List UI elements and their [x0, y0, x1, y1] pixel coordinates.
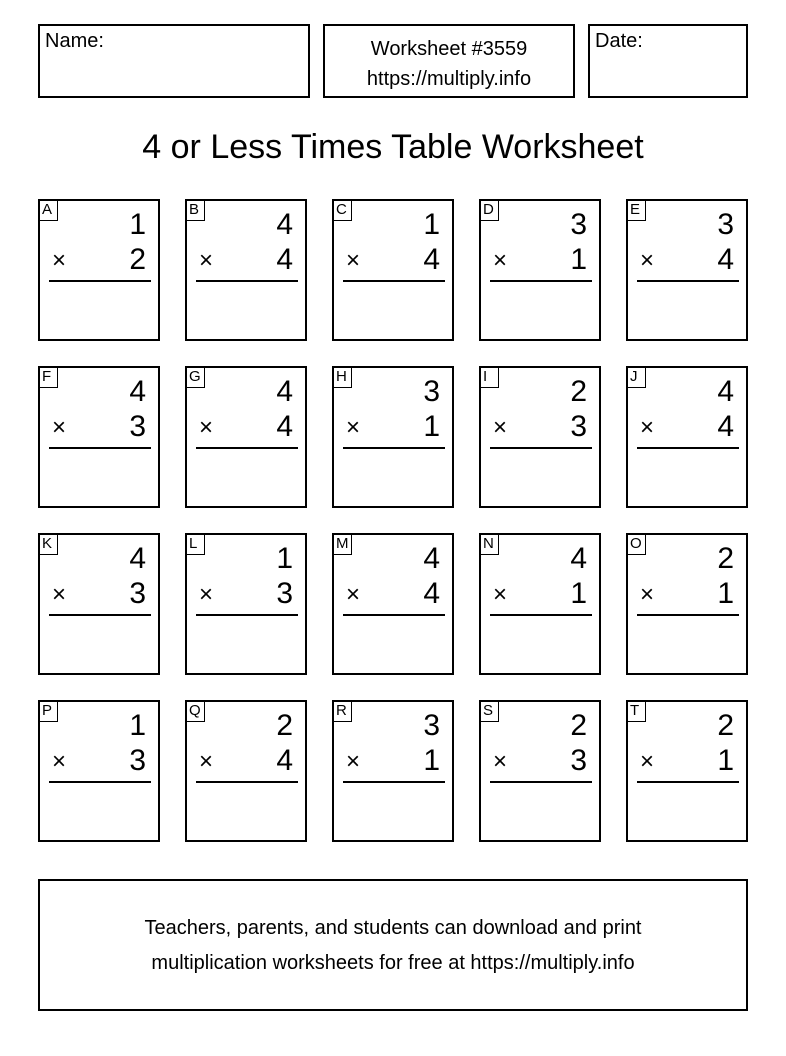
problem-letter: Q	[185, 700, 205, 722]
problem-card[interactable]	[332, 199, 454, 341]
answer-line	[343, 447, 445, 449]
problem-card[interactable]	[479, 199, 601, 341]
times-icon: ×	[346, 748, 361, 775]
multiplicand: 4	[129, 375, 146, 408]
problem-card[interactable]	[479, 700, 601, 842]
multiplicand: 2	[717, 542, 734, 575]
problem-letter: T	[626, 700, 646, 722]
multiplicand: 3	[717, 208, 734, 241]
answer-line	[637, 280, 739, 282]
problem-letter: E	[626, 199, 646, 221]
multiplier: 2	[129, 243, 146, 276]
multiplicand: 4	[717, 375, 734, 408]
problem-card[interactable]	[626, 366, 748, 508]
multiplier: 3	[129, 577, 146, 610]
problem-letter: D	[479, 199, 499, 221]
footer-box	[38, 879, 748, 1011]
problem-letter: H	[332, 366, 352, 388]
multiplier: 1	[570, 243, 587, 276]
problem-card[interactable]	[185, 366, 307, 508]
times-icon: ×	[640, 414, 655, 441]
multiplier: 3	[129, 744, 146, 777]
problem-letter: L	[185, 533, 205, 555]
times-icon: ×	[52, 581, 67, 608]
problem-card[interactable]	[185, 700, 307, 842]
page-title: 4 or Less Times Table Worksheet	[142, 128, 644, 166]
problem-card[interactable]	[626, 700, 748, 842]
date-field-box[interactable]	[588, 24, 748, 98]
multiplier: 3	[129, 410, 146, 443]
problem-letter: P	[38, 700, 58, 722]
times-icon: ×	[199, 581, 214, 608]
problem-card[interactable]	[38, 199, 160, 341]
problem-card[interactable]	[626, 533, 748, 675]
times-icon: ×	[199, 247, 214, 274]
times-icon: ×	[346, 581, 361, 608]
problem-letter: C	[332, 199, 352, 221]
multiplicand: 4	[276, 208, 293, 241]
times-icon: ×	[640, 581, 655, 608]
multiplier: 1	[570, 577, 587, 610]
problem-letter: F	[38, 366, 58, 388]
answer-line	[196, 781, 298, 783]
multiplicand: 2	[570, 709, 587, 742]
problem-card[interactable]	[479, 366, 601, 508]
times-icon: ×	[52, 748, 67, 775]
problem-card[interactable]	[38, 366, 160, 508]
multiplicand: 2	[570, 375, 587, 408]
multiplicand: 3	[423, 375, 440, 408]
answer-line	[343, 781, 445, 783]
problem-letter: M	[332, 533, 352, 555]
answer-line	[196, 447, 298, 449]
multiplier: 1	[423, 410, 440, 443]
times-icon: ×	[493, 581, 508, 608]
name-label: Name:	[45, 30, 104, 52]
footer-line-2: multiplication worksheets for free at https://multiply.info	[151, 952, 635, 974]
multiplicand: 1	[129, 709, 146, 742]
answer-line	[637, 447, 739, 449]
problem-letter: A	[38, 199, 58, 221]
answer-line	[343, 614, 445, 616]
times-icon: ×	[493, 414, 508, 441]
problem-card[interactable]	[332, 366, 454, 508]
times-icon: ×	[493, 748, 508, 775]
multiplicand: 1	[276, 542, 293, 575]
problem-letter: B	[185, 199, 205, 221]
multiplier: 1	[423, 744, 440, 777]
multiplier: 3	[570, 410, 587, 443]
multiplier: 1	[717, 744, 734, 777]
times-icon: ×	[199, 748, 214, 775]
answer-line	[49, 447, 151, 449]
multiplier: 4	[717, 243, 734, 276]
multiplicand: 1	[129, 208, 146, 241]
problem-card[interactable]	[332, 533, 454, 675]
answer-line	[196, 614, 298, 616]
multiplicand: 1	[423, 208, 440, 241]
footer-line-1: Teachers, parents, and students can download and print	[144, 917, 642, 939]
multiplier: 4	[276, 243, 293, 276]
worksheet-info-box	[323, 24, 575, 98]
multiplier: 1	[717, 577, 734, 610]
date-label: Date:	[595, 30, 643, 52]
problem-letter: I	[479, 366, 499, 388]
problem-letter: R	[332, 700, 352, 722]
times-icon: ×	[640, 748, 655, 775]
multiplicand: 4	[129, 542, 146, 575]
multiplicand: 4	[570, 542, 587, 575]
problem-card[interactable]	[332, 700, 454, 842]
problem-letter: J	[626, 366, 646, 388]
answer-line	[637, 614, 739, 616]
answer-line	[49, 280, 151, 282]
times-icon: ×	[493, 247, 508, 274]
multiplier: 4	[276, 410, 293, 443]
multiplicand: 2	[276, 709, 293, 742]
answer-line	[196, 280, 298, 282]
answer-line	[49, 781, 151, 783]
name-field-box[interactable]	[38, 24, 310, 98]
times-icon: ×	[52, 414, 67, 441]
times-icon: ×	[199, 414, 214, 441]
problem-card[interactable]	[626, 199, 748, 341]
multiplier: 4	[717, 410, 734, 443]
multiplier: 3	[276, 577, 293, 610]
problem-letter: O	[626, 533, 646, 555]
problem-letter: N	[479, 533, 499, 555]
multiplier: 4	[423, 577, 440, 610]
answer-line	[490, 781, 592, 783]
multiplicand: 3	[570, 208, 587, 241]
problem-letter: S	[479, 700, 499, 722]
problem-card[interactable]	[479, 533, 601, 675]
multiplicand: 2	[717, 709, 734, 742]
problem-letter: K	[38, 533, 58, 555]
problem-card[interactable]	[185, 199, 307, 341]
answer-line	[490, 447, 592, 449]
problem-card[interactable]	[38, 533, 160, 675]
multiplicand: 3	[423, 709, 440, 742]
answer-line	[49, 614, 151, 616]
problem-card[interactable]	[185, 533, 307, 675]
times-icon: ×	[52, 247, 67, 274]
times-icon: ×	[640, 247, 655, 274]
problem-card[interactable]	[38, 700, 160, 842]
multiplier: 3	[570, 744, 587, 777]
answer-line	[490, 280, 592, 282]
answer-line	[637, 781, 739, 783]
problem-letter: G	[185, 366, 205, 388]
multiplier: 4	[423, 243, 440, 276]
times-icon: ×	[346, 247, 361, 274]
multiplicand: 4	[276, 375, 293, 408]
multiplicand: 4	[423, 542, 440, 575]
multiplier: 4	[276, 744, 293, 777]
times-icon: ×	[346, 414, 361, 441]
worksheet-id: Worksheet #3559	[370, 38, 528, 60]
answer-line	[490, 614, 592, 616]
answer-line	[343, 280, 445, 282]
site-url: https://multiply.info	[366, 68, 532, 90]
